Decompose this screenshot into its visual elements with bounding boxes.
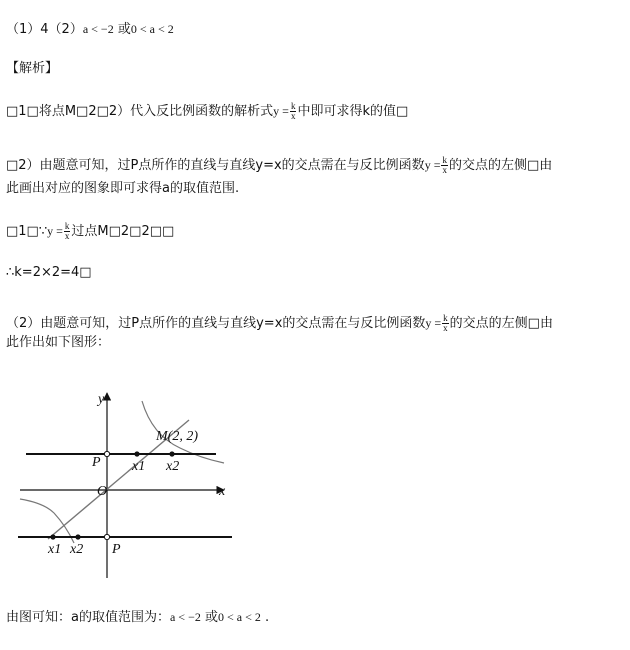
point-x1-upper	[134, 451, 139, 456]
conclusion-or: 或	[204, 610, 218, 625]
label-p-upper: P	[92, 455, 101, 470]
answer-line	[6, 20, 174, 39]
point-x2-lower	[75, 534, 80, 539]
point-x1-lower	[50, 534, 55, 539]
p2-fraction-num: k	[442, 155, 447, 165]
p1-fraction-num: k	[290, 101, 296, 111]
answer-ineq-2: 0 < a < 2	[130, 22, 174, 36]
p5-fraction-num: k	[443, 313, 448, 323]
p1-fraction	[290, 102, 297, 121]
function-graph	[14, 383, 244, 578]
label-x1-upper: x1	[132, 459, 146, 474]
point-p-upper	[104, 451, 109, 456]
p5-fraction-den: x	[443, 323, 448, 333]
p5-text-a: （2）由题意可知，过P点所作的直线与直线y=x的交点需在与反比例函数	[6, 316, 426, 331]
paragraph-2	[6, 156, 552, 175]
p1-text-a: □1□将点M□2□2）代入反比例函数的解析式	[6, 104, 274, 119]
label-x1-lower: x1	[48, 542, 62, 557]
p3-formula-y: y =	[47, 224, 63, 238]
label-y: y	[98, 392, 105, 407]
answer-prefix: （1）4（2）	[6, 22, 83, 37]
label-p-lower: P	[112, 542, 121, 557]
conclusion-end: .	[265, 610, 270, 625]
paragraph-1	[6, 102, 408, 121]
p1-formula-y: y =	[273, 104, 289, 118]
paragraph-4: ∴k=2×2=4□	[6, 265, 92, 280]
label-x2-upper: x2	[166, 459, 180, 474]
p5-fraction	[442, 314, 449, 333]
point-p-lower	[104, 534, 109, 539]
p5-text-b: 的交点的左侧□由	[449, 316, 553, 331]
paragraph-5	[6, 314, 553, 333]
point-x2-upper	[169, 451, 174, 456]
label-origin: O	[97, 484, 108, 499]
paragraph-5-cont: 此作出如下图形：	[6, 335, 111, 350]
answer-or: 或	[117, 22, 131, 37]
label-x2-lower: x2	[70, 542, 84, 557]
p3-fraction-num: k	[64, 221, 70, 231]
p2-fraction-den: x	[442, 165, 447, 175]
p2-text-a: □2）由题意可知，过P点所作的直线与直线y=x的交点需在与反比例函数	[6, 158, 425, 173]
paragraph-2-cont: 此画出对应的图象即可求得a的取值范围.	[6, 181, 240, 196]
label-m: M(2, 2)	[156, 429, 198, 444]
p3-text-b: 过点M□2□2□□	[71, 224, 175, 239]
p2-fraction	[441, 156, 448, 175]
p1-fraction-den: x	[290, 111, 296, 121]
p5-formula-y: y =	[425, 316, 442, 330]
p2-formula-y: y =	[424, 158, 441, 172]
answer-ineq-1: a < −2	[82, 22, 114, 36]
p1-text-b: 中即可求得k的值□	[297, 104, 409, 119]
conclusion	[6, 608, 269, 627]
p2-text-b: 的交点的左侧□由	[448, 158, 553, 173]
conclusion-text: 由图可知：a的取值范围为：	[6, 610, 170, 625]
p3-fraction-den: x	[64, 231, 70, 241]
conclusion-ineq-1: a < −2	[169, 610, 201, 624]
conclusion-ineq-2: 0 < a < 2	[218, 610, 261, 624]
p3-fraction	[64, 222, 71, 241]
paragraph-3	[6, 222, 174, 241]
analysis-header: 【解析】	[6, 61, 59, 76]
label-x: x	[219, 484, 226, 499]
p3-text-a: □1□∵	[6, 224, 48, 239]
